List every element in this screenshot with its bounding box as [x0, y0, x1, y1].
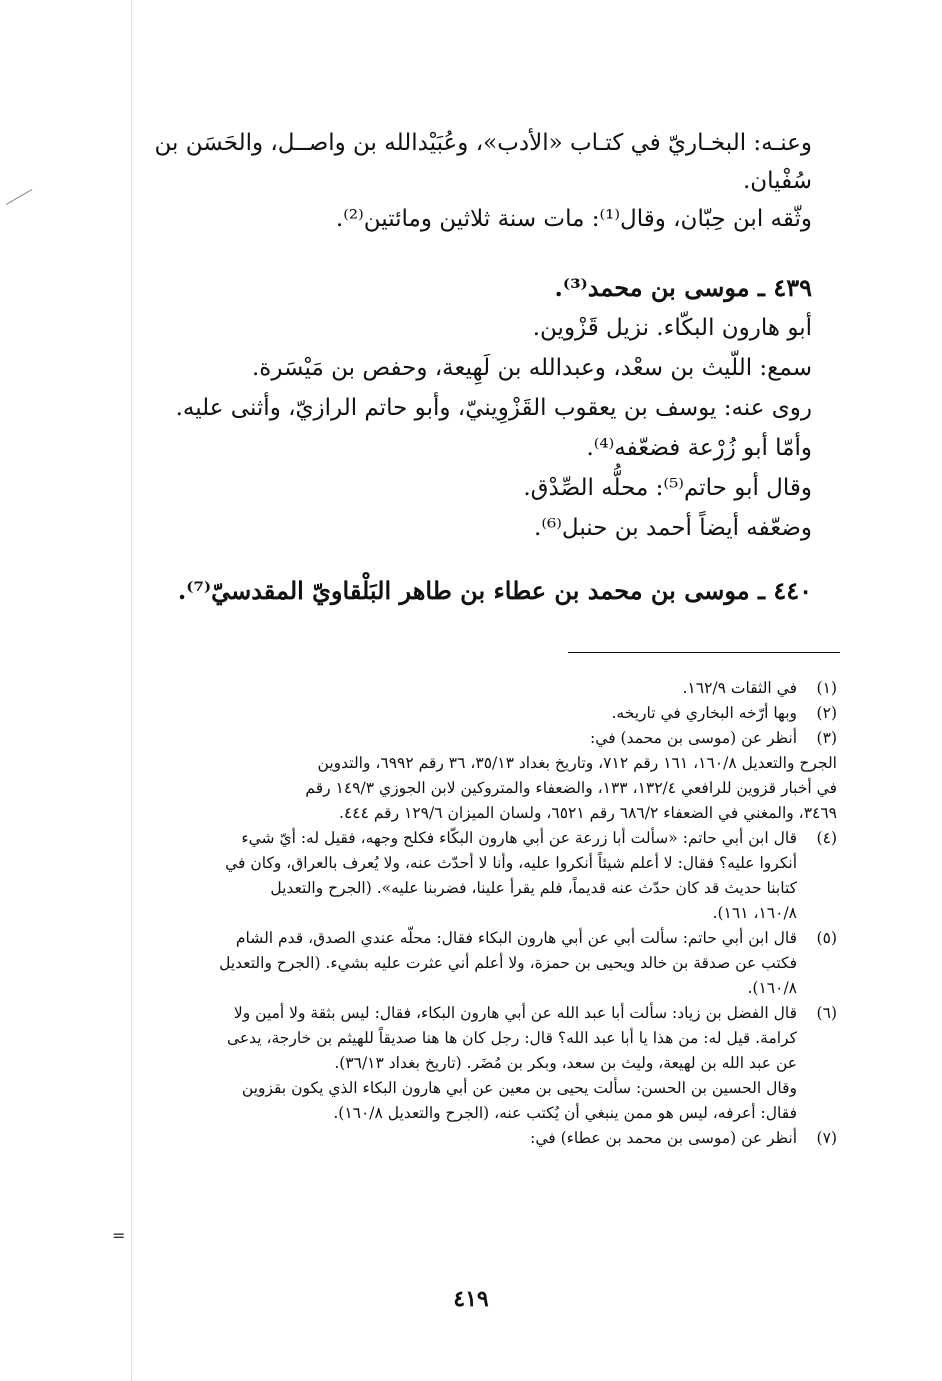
footnote-body — [117, 676, 797, 701]
footnote-5 — [117, 926, 837, 1001]
footnote-3 — [117, 726, 837, 751]
footnote-4 — [117, 826, 837, 926]
footnote-body — [117, 726, 797, 751]
footnote-line: أنظر عن (موسى بن محمد بن عطاء) في: — [530, 1129, 797, 1147]
footnote-line: فقال: أعرفه، ليس هو ممن ينبغي أن يُكتب عنه، (الجرح والتعديل ١٦٠/٨). — [333, 1104, 797, 1122]
footnote-body — [117, 1001, 797, 1126]
biography-line: سُفْيان. — [742, 168, 812, 194]
footnote-line: عن عبد الله بن لهيعة، وليث بن سعد، وبكر بن مُضَر. (تاريخ بغداد ٣٦/١٣). — [334, 1054, 797, 1072]
entry-439 — [132, 268, 812, 548]
footnote-line: قال الفضل بن زياد: سألت أبا عبد الله عن أبي هارون البكاء، فقال: ليس بثقة ولا أمين ولا — [233, 1004, 797, 1022]
footnote-6 — [117, 1001, 837, 1126]
footnote-line: كرامة. قيل له: من هذا يا أبا عبد الله؟ قال: رجل كان ها هنا صديقاً للهيثم بن خارجة، يدعى — [226, 1029, 797, 1047]
entry-line: وقال أبو حاتم⁽⁵⁾: محلُّه الصِّدْق. — [523, 475, 812, 501]
footnote-line: فكتب عن صدقة بن خالد ويحيى بن حمزة، ولا أعلم أني عثرت عليه بشيء. (الجرح والتعديل — [219, 954, 797, 972]
footnote-line: قال ابن أبي حاتم: سألت أبي عن أبي هارون البكاء فقال: محلّه عندي الصدق، قدم الشام — [235, 929, 797, 947]
entry-line: روى عنه: يوسف بن يعقوب القَزْوِينيّ، وأبو حاتم الرازيّ، وأثنى عليه. — [175, 395, 812, 421]
footnote-number: (١) — [816, 679, 837, 697]
footnote-1 — [117, 676, 837, 701]
page-number: ٤١٩ — [453, 1286, 489, 1312]
footnote-number: (٣) — [816, 729, 837, 747]
footnote-divider — [568, 652, 840, 653]
entry-line: سمع: اللّيث بن سعْد، وعبدالله بن لَهِيعة، وحفص بن مَيْسَرة. — [251, 355, 812, 381]
entry-line: أبو هارون البكّاء. نزيل قَزْوين. — [532, 315, 812, 341]
footnote-2 — [117, 701, 837, 726]
footnote-7 — [117, 1126, 837, 1151]
footnote-body — [117, 701, 797, 726]
footnote-3-continued — [117, 751, 837, 826]
footnote-line: وقال الحسين بن الحسن: سألت يحيى بن معين عن أبي هارون البكاء الذي يكون بقزوين — [241, 1079, 797, 1097]
footnote-body — [117, 826, 797, 926]
footnote-number: (٧) — [816, 1129, 837, 1147]
footnote-line: قال ابن أبي حاتم: «سألت أبا زرعة عن أبي هارون البكّاء فكلح وجهه، فقيل له: أيّ شيء — [241, 829, 797, 847]
stray-pen-mark — [6, 189, 32, 205]
footnote-line: ١٦٠/٨، ١٦١). — [712, 904, 797, 922]
footnotes — [117, 676, 837, 1151]
footnote-line: أنكروا عليه؟ فقال: لا أعلم شيئاً أنكروا عليه، وأنا لا أحدّث عنه، ولا يُعرف بالعراق، وكان في — [225, 854, 797, 872]
footnote-body — [117, 1126, 797, 1151]
footnote-line: وبها أرّخه البخاري في تاريخه. — [611, 704, 797, 722]
footnote-line: كتابنا حديث قد كان حدّث عنه قديماً، فلم يقرأ علينا، فضربنا عليه». (الجرح والتعديل — [270, 879, 797, 897]
entry-line: وضعّفه أيضاً أحمد بن حنبل⁽⁶⁾. — [534, 515, 812, 541]
footnote-line: الجرح والتعديل ١٦٠/٨، ١٦١ رقم ٧١٢، وتاريخ بغداد ٣٥/١٣، ٣٦ رقم ٦٩٩٢، والتدوين — [317, 754, 837, 772]
footnote-line: أنظر عن (موسى بن محمد) في: — [590, 729, 797, 747]
biography-line: وعنـه: البخـاريّ في كتـاب «الأدب»، وعُبَيْدالله بن واصــل، والحَسَن بن — [154, 130, 812, 156]
entry-heading: ٤٣٩ ـ موسى بن محمد⁽³⁾. — [554, 273, 812, 302]
footnote-line: ٣٤٦٩، والمغني في الضعفاء ٦٨٦/٢ رقم ٦٥٢١، ولسان الميزان ١٢٩/٦ رقم ٤٤٤. — [339, 804, 837, 822]
main-text-block — [132, 124, 812, 238]
footnote-line: في الثقات ١٦٢/٩. — [682, 679, 797, 697]
footnote-number: (٤) — [816, 829, 837, 847]
entry-line: وأمّا أبو زُرْعة فضعّفه⁽⁴⁾. — [586, 435, 812, 461]
footnote-number: (٥) — [816, 929, 837, 947]
footnote-number: (٢) — [816, 704, 837, 722]
entry-heading: ٤٤٠ ـ موسى بن محمد بن عطاء بن طاهر البَلْقاويّ المقدسيّ⁽⁷⁾. — [177, 576, 812, 605]
footnote-body — [117, 926, 797, 1001]
footnote-line: ١٦٠/٨). — [747, 979, 797, 997]
footnote-line: في أخبار قزوين للرافعي ١٣٢/٤، ١٣٣، والضعفاء والمتروكين لابن الجوزي ١٤٩/٣ رقم — [305, 779, 837, 797]
entry-440 — [132, 572, 812, 610]
margin-equals-mark: = — [112, 1226, 126, 1245]
footnote-number: (٦) — [816, 1004, 837, 1022]
biography-line: وثّقه ابن حِبّان، وقال⁽¹⁾: مات سنة ثلاثين ومائتين⁽²⁾. — [335, 206, 812, 232]
